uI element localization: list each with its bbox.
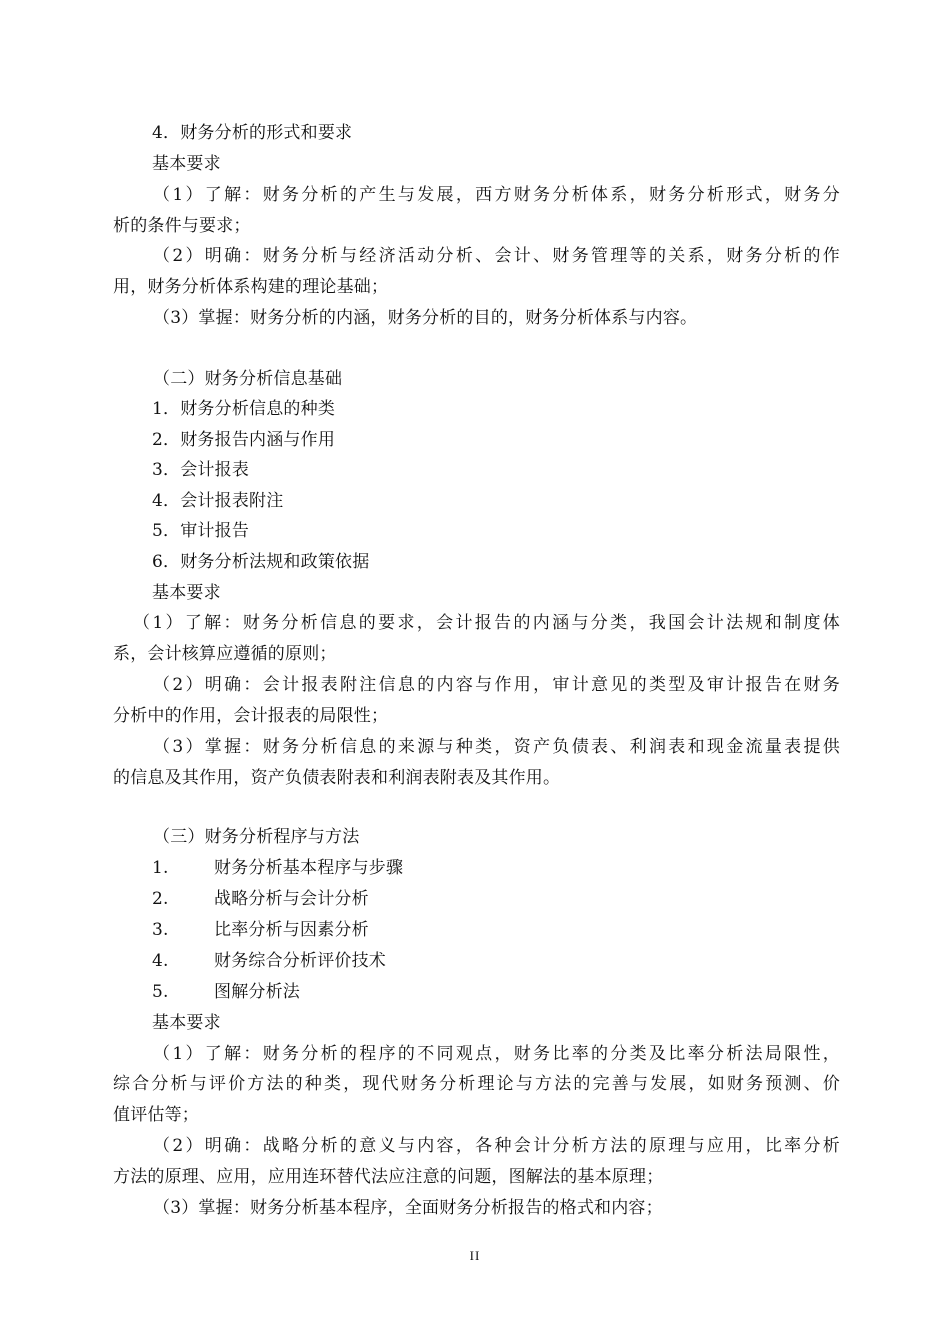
section1-req2-line2: 用，财务分析体系构建的理论基础；	[113, 277, 389, 297]
section3-heading: （三）财务分析程序与方法	[153, 827, 360, 847]
section3-item	[152, 981, 300, 1003]
section3-item-text: 图解分析法	[214, 982, 300, 1002]
section3-item-number: 4.	[152, 951, 169, 971]
section1-item-4: 4．财务分析的形式和要求	[152, 123, 353, 143]
section3-req3: （3）掌握：财务分析基本程序，全面财务分析报告的格式和内容；	[153, 1198, 663, 1218]
section2-req3-line1: （3）掌握：财务分析信息的来源与种类，资产负债表、利润表和现金流量表提供	[153, 737, 840, 757]
section3-item-text: 战略分析与会计分析	[214, 889, 369, 909]
section2-item: 2．财务报告内涵与作用	[152, 430, 336, 450]
section2-req1-line1: （1）了解：财务分析信息的要求，会计报告的内涵与分类，我国会计法规和制度体	[133, 613, 840, 633]
section3-req2-line2: 方法的原理、应用，应用连环替代法应注意的问题，图解法的基本原理；	[113, 1167, 664, 1187]
section2-item: 3．会计报表	[152, 460, 250, 480]
section3-item-text: 财务分析基本程序与步骤	[214, 858, 404, 878]
section3-item	[152, 919, 369, 941]
section3-item-text: 比率分析与因素分析	[214, 920, 369, 940]
section3-item-number: 1.	[152, 858, 169, 878]
section3-item	[152, 950, 386, 972]
section2-req3-line2: 的信息及其作用，资产负债表附表和利润表附表及其作用。	[113, 768, 561, 788]
section3-req1-line2: 综合分析与评价方法的种类，现代财务分析理论与方法的完善与发展，如财务预测、价	[113, 1074, 840, 1094]
section3-req2-line1: （2）明确：战略分析的意义与内容，各种会计分析方法的原理与应用，比率分析	[153, 1136, 840, 1156]
section2-item: 5．审计报告	[152, 521, 250, 541]
section3-item-text: 财务综合分析评价技术	[214, 951, 386, 971]
section2-heading: （二）财务分析信息基础	[153, 369, 343, 389]
section1-requirements-title: 基本要求	[152, 154, 221, 174]
section3-item-number: 3.	[152, 920, 169, 940]
section2-req2-line2: 分析中的作用，会计报表的局限性；	[113, 706, 389, 726]
section2-req2-line1: （2）明确：会计报表附注信息的内容与作用，审计意见的类型及审计报告在财务	[153, 675, 840, 695]
section3-item-number: 5.	[152, 982, 169, 1002]
section3-item	[152, 888, 369, 910]
section3-item	[152, 857, 403, 879]
section1-req1-line1: （1）了解：财务分析的产生与发展，西方财务分析体系，财务分析形式，财务分	[153, 185, 840, 205]
section1-req3: （3）掌握：财务分析的内涵，财务分析的目的，财务分析体系与内容。	[153, 308, 698, 328]
section2-item: 6．财务分析法规和政策依据	[152, 552, 370, 572]
section2-item: 4．会计报表附注	[152, 491, 284, 511]
section3-req1-line1: （1）了解：财务分析的程序的不同观点，财务比率的分类及比率分析法局限性，	[153, 1044, 840, 1064]
section1-req2-line1: （2）明确：财务分析与经济活动分析、会计、财务管理等的关系，财务分析的作	[153, 246, 840, 266]
section2-requirements-title: 基本要求	[152, 583, 221, 603]
section3-requirements-title: 基本要求	[152, 1013, 221, 1033]
section3-req1-line3: 值评估等；	[113, 1105, 199, 1125]
section2-item: 1．财务分析信息的种类	[152, 399, 336, 419]
page-number: II	[469, 1248, 481, 1263]
section1-req1-line2: 析的条件与要求；	[113, 216, 251, 236]
section2-req1-line2: 系，会计核算应遵循的原则；	[113, 644, 337, 664]
section3-item-number: 2.	[152, 889, 169, 909]
